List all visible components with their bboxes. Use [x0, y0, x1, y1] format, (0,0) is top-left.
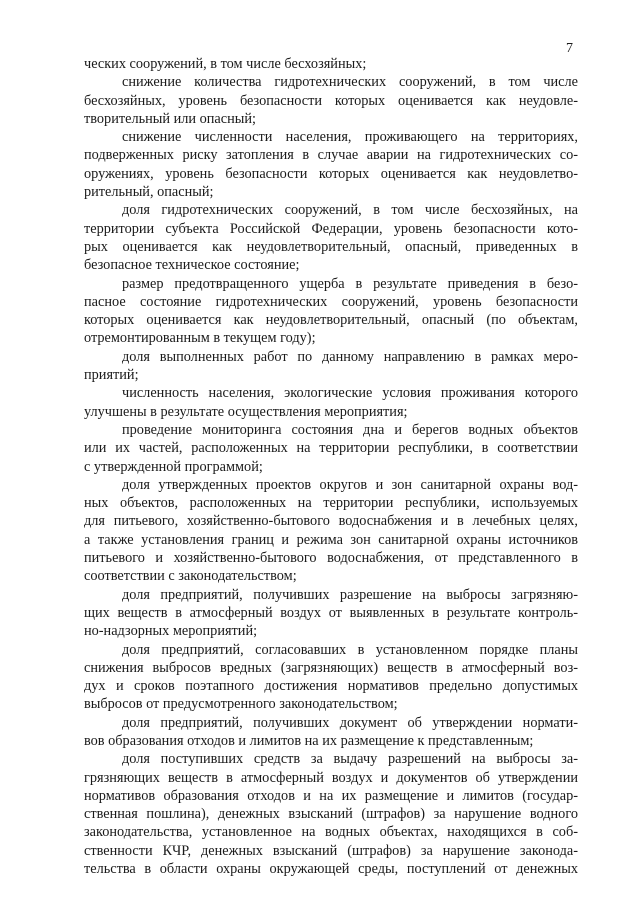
text-line: ческих сооружений, в том числе бесхозяйных;: [84, 56, 367, 72]
text-line: доля гидротехнических сооружений, в том числе бесхозяйных, на: [122, 202, 578, 219]
paragraph: [84, 275, 578, 348]
paragraph: [84, 128, 578, 201]
text-line: бесхозяйных, уровень безопасности которых оценивается как неудовле-: [84, 92, 578, 109]
text-line: а также установления границ и режима зон санитарной охраны источников: [84, 531, 578, 548]
text-line: подверженных риску затопления в случае аварии на гидротехнических со-: [84, 147, 578, 164]
text-line: выбросов от предусмотренного законодательством;: [84, 696, 398, 713]
text-line: с утвержденной программой;: [84, 458, 263, 475]
page-number: 7: [566, 41, 573, 56]
text-line: нормативов образования отходов и на их размещение и лимитов (государ-: [84, 787, 578, 804]
paragraph: [84, 586, 578, 641]
text-line: доля выполненных работ по данному направлению в рамках меро-: [122, 348, 578, 365]
paragraph: [84, 476, 578, 586]
paragraph: [84, 348, 578, 385]
paragraph: [84, 384, 578, 421]
text-line: ных объектов, расположенных на территории республики, используемых: [84, 495, 578, 512]
text-line: улучшены в результате осуществления мероприятия;: [84, 403, 408, 420]
text-line: доля поступивших средств за выдачу разрешений на выбросы за-: [122, 751, 578, 768]
text-line: пасное состояние гидротехнических сооружений, уровень безопасности: [84, 293, 578, 310]
paragraph: [84, 714, 578, 751]
text-line: доля предприятий, согласовавших в установленном порядке планы: [122, 641, 578, 658]
text-line: тельства в области охраны окружающей среды, поступлений от денежных: [84, 861, 578, 878]
text-line: соответствии с законодательством;: [84, 568, 297, 585]
text-line: оружениях, уровень безопасности которых оценивается как неудовлетво-: [84, 165, 578, 182]
text-line: приятий;: [84, 367, 139, 384]
text-line: щих веществ в атмосферный воздух от выявленных в результате контроль-: [84, 604, 578, 621]
text-line: вов образования отходов и лимитов на их размещение к представленным;: [84, 732, 534, 749]
document-body: [84, 55, 578, 878]
text-line: численность населения, экологические условия проживания которого: [122, 385, 578, 402]
text-line: доля предприятий, получивших разрешение на выбросы загрязняю-: [122, 586, 578, 603]
text-line: рых оценивается как неудовлетворительный, опасный, приведенных в: [84, 238, 578, 255]
paragraph: [84, 201, 578, 274]
text-line: доля утвержденных проектов округов и зон санитарной охраны вод-: [122, 476, 578, 493]
paragraph: [84, 750, 578, 878]
text-line: безопасное техническое состояние;: [84, 257, 300, 274]
text-line: рительный, опасный;: [84, 184, 214, 201]
text-line: творительный или опасный;: [84, 110, 256, 127]
text-line: или их частей, расположенных на территории республики, в соответствии: [84, 440, 578, 457]
text-line: ственная пошлина), денежных взысканий (штрафов) за нарушение водного: [84, 806, 578, 823]
text-line: снижение численности населения, проживающего на территориях,: [122, 129, 578, 146]
text-line: территории субъекта Российской Федерации, уровень безопасности кото-: [84, 220, 578, 237]
text-line: отремонтированным в текущем году);: [84, 330, 316, 347]
paragraph: [84, 641, 578, 714]
text-line: которых оценивается как неудовлетворительный, опасный (по объектам,: [84, 312, 578, 329]
text-line: доля предприятий, получивших документ об утверждении нормати-: [122, 714, 578, 731]
paragraph: [84, 55, 578, 73]
text-line: но-надзорных мероприятий;: [84, 623, 258, 640]
text-line: проведение мониторинга состояния дна и берегов водных объектов: [122, 421, 578, 438]
text-line: питьевого и хозяйственно-бытового водоснабжения, от представленного в: [84, 550, 578, 567]
text-line: ственности КЧР, денежных взысканий (штрафов) за нарушение законода-: [84, 842, 578, 859]
paragraph: [84, 421, 578, 476]
text-line: для питьевого, хозяйственно-бытового водоснабжения и в лечебных целях,: [84, 513, 578, 530]
text-line: размер предотвращенного ущерба в результате приведения в безо-: [122, 275, 578, 292]
paragraph: [84, 73, 578, 128]
text-line: грязняющих веществ в атмосферный воздух и документов об утверждении: [84, 769, 578, 786]
text-line: законодательства, установленное на водных объектах, находящихся в соб-: [84, 824, 578, 841]
text-line: дух и сроков поэтапного достижения нормативов предельно допустимых: [84, 678, 578, 695]
text-line: снижение количества гидротехнических сооружений, в том числе: [122, 74, 578, 91]
text-line: снижения выбросов вредных (загрязняющих) веществ в атмосферный воз-: [84, 659, 578, 676]
